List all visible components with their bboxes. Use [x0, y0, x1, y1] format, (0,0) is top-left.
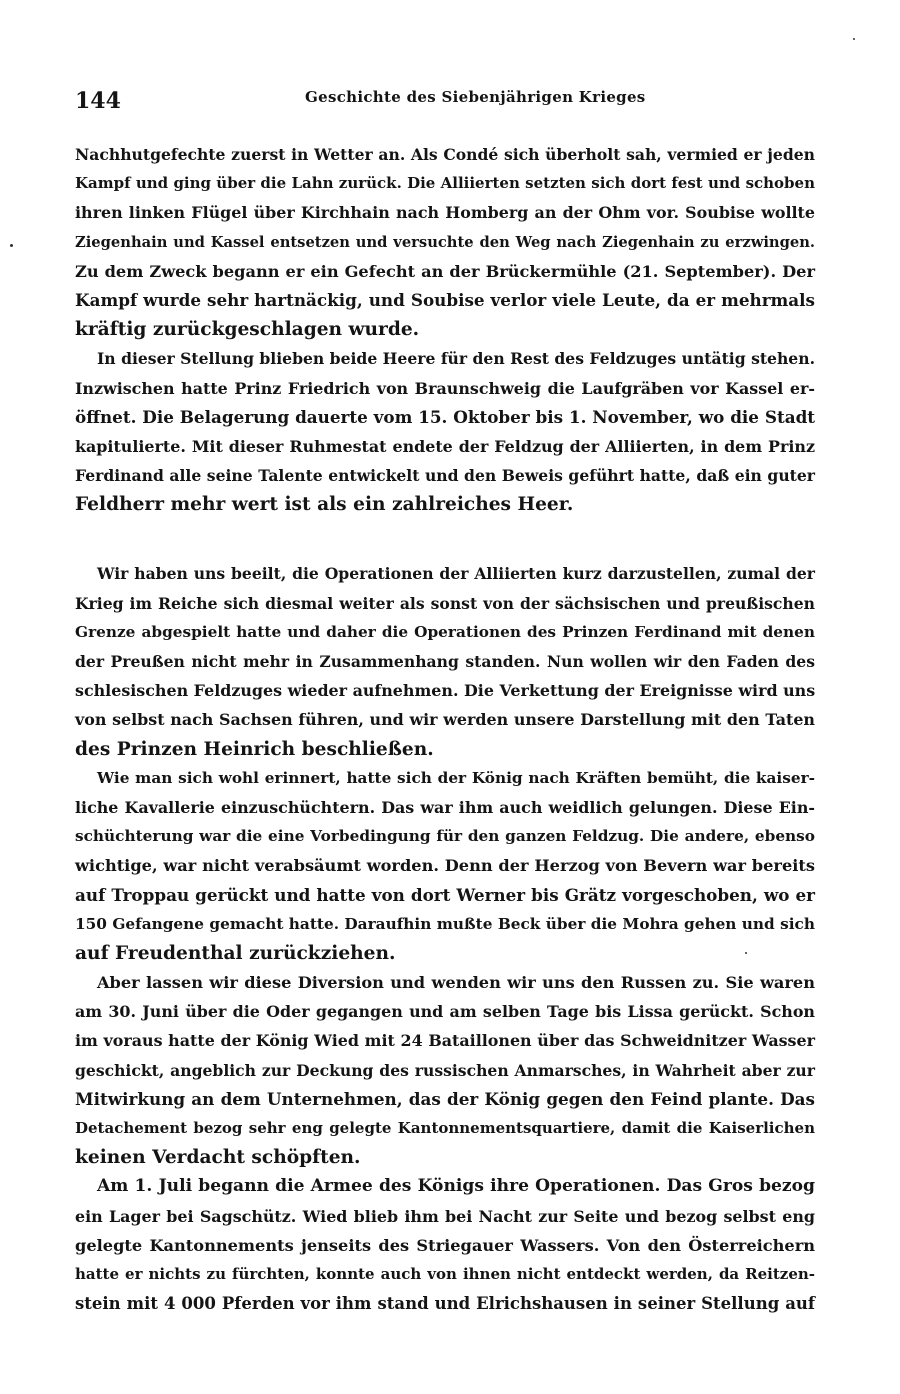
text-line: am 30. Juni über die Oder gegangen und am selben Tage bis Lissa gerückt. Schon	[75, 1002, 815, 1022]
running-title: Geschichte des Siebenjährigen Krieges	[305, 88, 646, 106]
text-line: Kampf wurde sehr hartnäckig, und Soubise verlor viele Leute, da er mehrmals	[75, 289, 815, 310]
text-line: von selbst nach Sachsen führen, und wir werden unsere Darstellung mit den Taten	[75, 710, 815, 730]
text-line: schüchterung war die eine Vorbedingung für den ganzen Feldzug. Die andere, ebenso	[75, 827, 815, 846]
text-line: wichtige, war nicht verabsäumt worden. Denn der Herzog von Bevern war bereits	[75, 856, 815, 876]
text-line: gelegte Kantonnements jenseits des Striegauer Wassers. Von den Österreichern	[75, 1235, 815, 1255]
text-line: stein mit 4 000 Pferden vor ihm stand und Elrichshausen in seiner Stellung auf	[75, 1294, 815, 1314]
paragraph	[75, 764, 815, 968]
paragraph	[75, 140, 815, 344]
text-line: Kampf und ging über die Lahn zurück. Die Alliierten setzten sich dort fest und schoben	[75, 174, 815, 193]
text-line: auf Troppau gerückt und hatte von dort Werner bis Grätz vorgeschoben, wo er	[75, 884, 815, 905]
text-line: keinen Verdacht schöpften.	[75, 1147, 361, 1169]
section-break	[75, 519, 815, 559]
text-line: Ferdinand alle seine Talente entwickelt und den Beweis geführt hatte, daß ein guter	[75, 466, 815, 486]
text-line: In dieser Stellung blieben beide Heere für den Rest des Feldzuges untätig stehen.	[97, 349, 815, 369]
text-line: Wir haben uns beeilt, die Operationen der Alliierten kurz darzustellen, zumal der	[97, 564, 815, 584]
text-line: schlesischen Feldzuges wieder aufnehmen. Die Verkettung der Ereignisse wird uns	[75, 681, 816, 701]
text-line: Nachhutgefechte zuerst in Wetter an. Als Condé sich überholt sah, vermied er jeden	[75, 145, 815, 164]
text-line: der Preußen nicht mehr in Zusammenhang standen. Nun wollen wir den Faden des	[75, 652, 815, 671]
text-line: Am 1. Juli begann die Armee des Königs ihre Operationen. Das Gros bezog	[97, 1176, 815, 1197]
text-line: ihren linken Flügel über Kirchhain nach Homberg an der Ohm vor. Soubise wollte	[75, 203, 815, 223]
text-line: ein Lager bei Sagschütz. Wied blieb ihm bei Nacht zur Seite und bezog selbst eng	[75, 1206, 815, 1226]
text-line: Ziegenhain und Kassel entsetzen und versuchte den Weg nach Ziegenhain zu erzwingen.	[75, 233, 815, 251]
text-line: Mitwirkung an dem Unternehmen, das der König gegen den Feind plante. Das	[75, 1088, 815, 1109]
margin-speck	[745, 952, 747, 954]
text-line: hatte er nichts zu fürchten, konnte auch von ihnen nicht entdeckt werden, da Reitzen-	[75, 1264, 815, 1283]
text-line: Grenze abgespielt hatte und daher die Operationen des Prinzen Ferdinand mit denen	[75, 622, 815, 641]
text-line: Feldherr mehr wert ist als ein zahlreiches Heer.	[75, 494, 574, 516]
paragraph	[75, 1172, 815, 1318]
text-line: 150 Gefangene gemacht hatte. Daraufhin mußte Beck über die Mohra gehen und sich	[75, 914, 815, 933]
text-line: kräftig zurückgeschlagen wurde.	[75, 319, 420, 341]
text-line: geschickt, angeblich zur Deckung des russischen Anmarsches, in Wahrheit aber zur	[75, 1060, 815, 1080]
text-line: Zu dem Zweck begann er ein Gefecht an der Brückermühle (21. September). Der	[75, 261, 815, 281]
paragraph	[75, 559, 815, 763]
margin-speck	[10, 244, 13, 247]
text-line: auf Freudenthal zurückziehen.	[75, 942, 396, 964]
body-text	[75, 140, 815, 1318]
text-line: im voraus hatte der König Wied mit 24 Bataillonen über das Schweidnitzer Wasser	[75, 1031, 815, 1051]
text-line: Krieg im Reiche sich diesmal weiter als sonst von der sächsischen und preußischen	[75, 593, 815, 613]
paragraph	[75, 968, 815, 1172]
page-number: 144	[75, 88, 121, 114]
text-line: Inzwischen hatte Prinz Friedrich von Braunschweig die Laufgräben vor Kassel er-	[75, 378, 815, 398]
margin-speck	[853, 38, 855, 40]
text-line: öffnet. Die Belagerung dauerte vom 15. Oktober bis 1. November, wo die Stadt	[75, 406, 816, 427]
text-line: Detachement bezog sehr eng gelegte Kantonnementsquartiere, damit die Kaiserlichen	[75, 1119, 815, 1137]
paragraph	[75, 344, 815, 519]
text-line: des Prinzen Heinrich beschließen.	[75, 738, 434, 760]
text-line: Wie man sich wohl erinnert, hatte sich der König nach Kräften bemüht, die kaiser-	[97, 768, 815, 787]
page-header	[75, 84, 810, 118]
text-line: liche Kavallerie einzuschüchtern. Das war ihm auch weidlich gelungen. Diese Ein-	[75, 797, 815, 817]
text-line: Aber lassen wir diese Diversion und wenden wir uns den Russen zu. Sie waren	[97, 973, 815, 993]
text-line: kapitulierte. Mit dieser Ruhmestat endete der Feldzug der Alliierten, in dem Prinz	[75, 436, 815, 456]
